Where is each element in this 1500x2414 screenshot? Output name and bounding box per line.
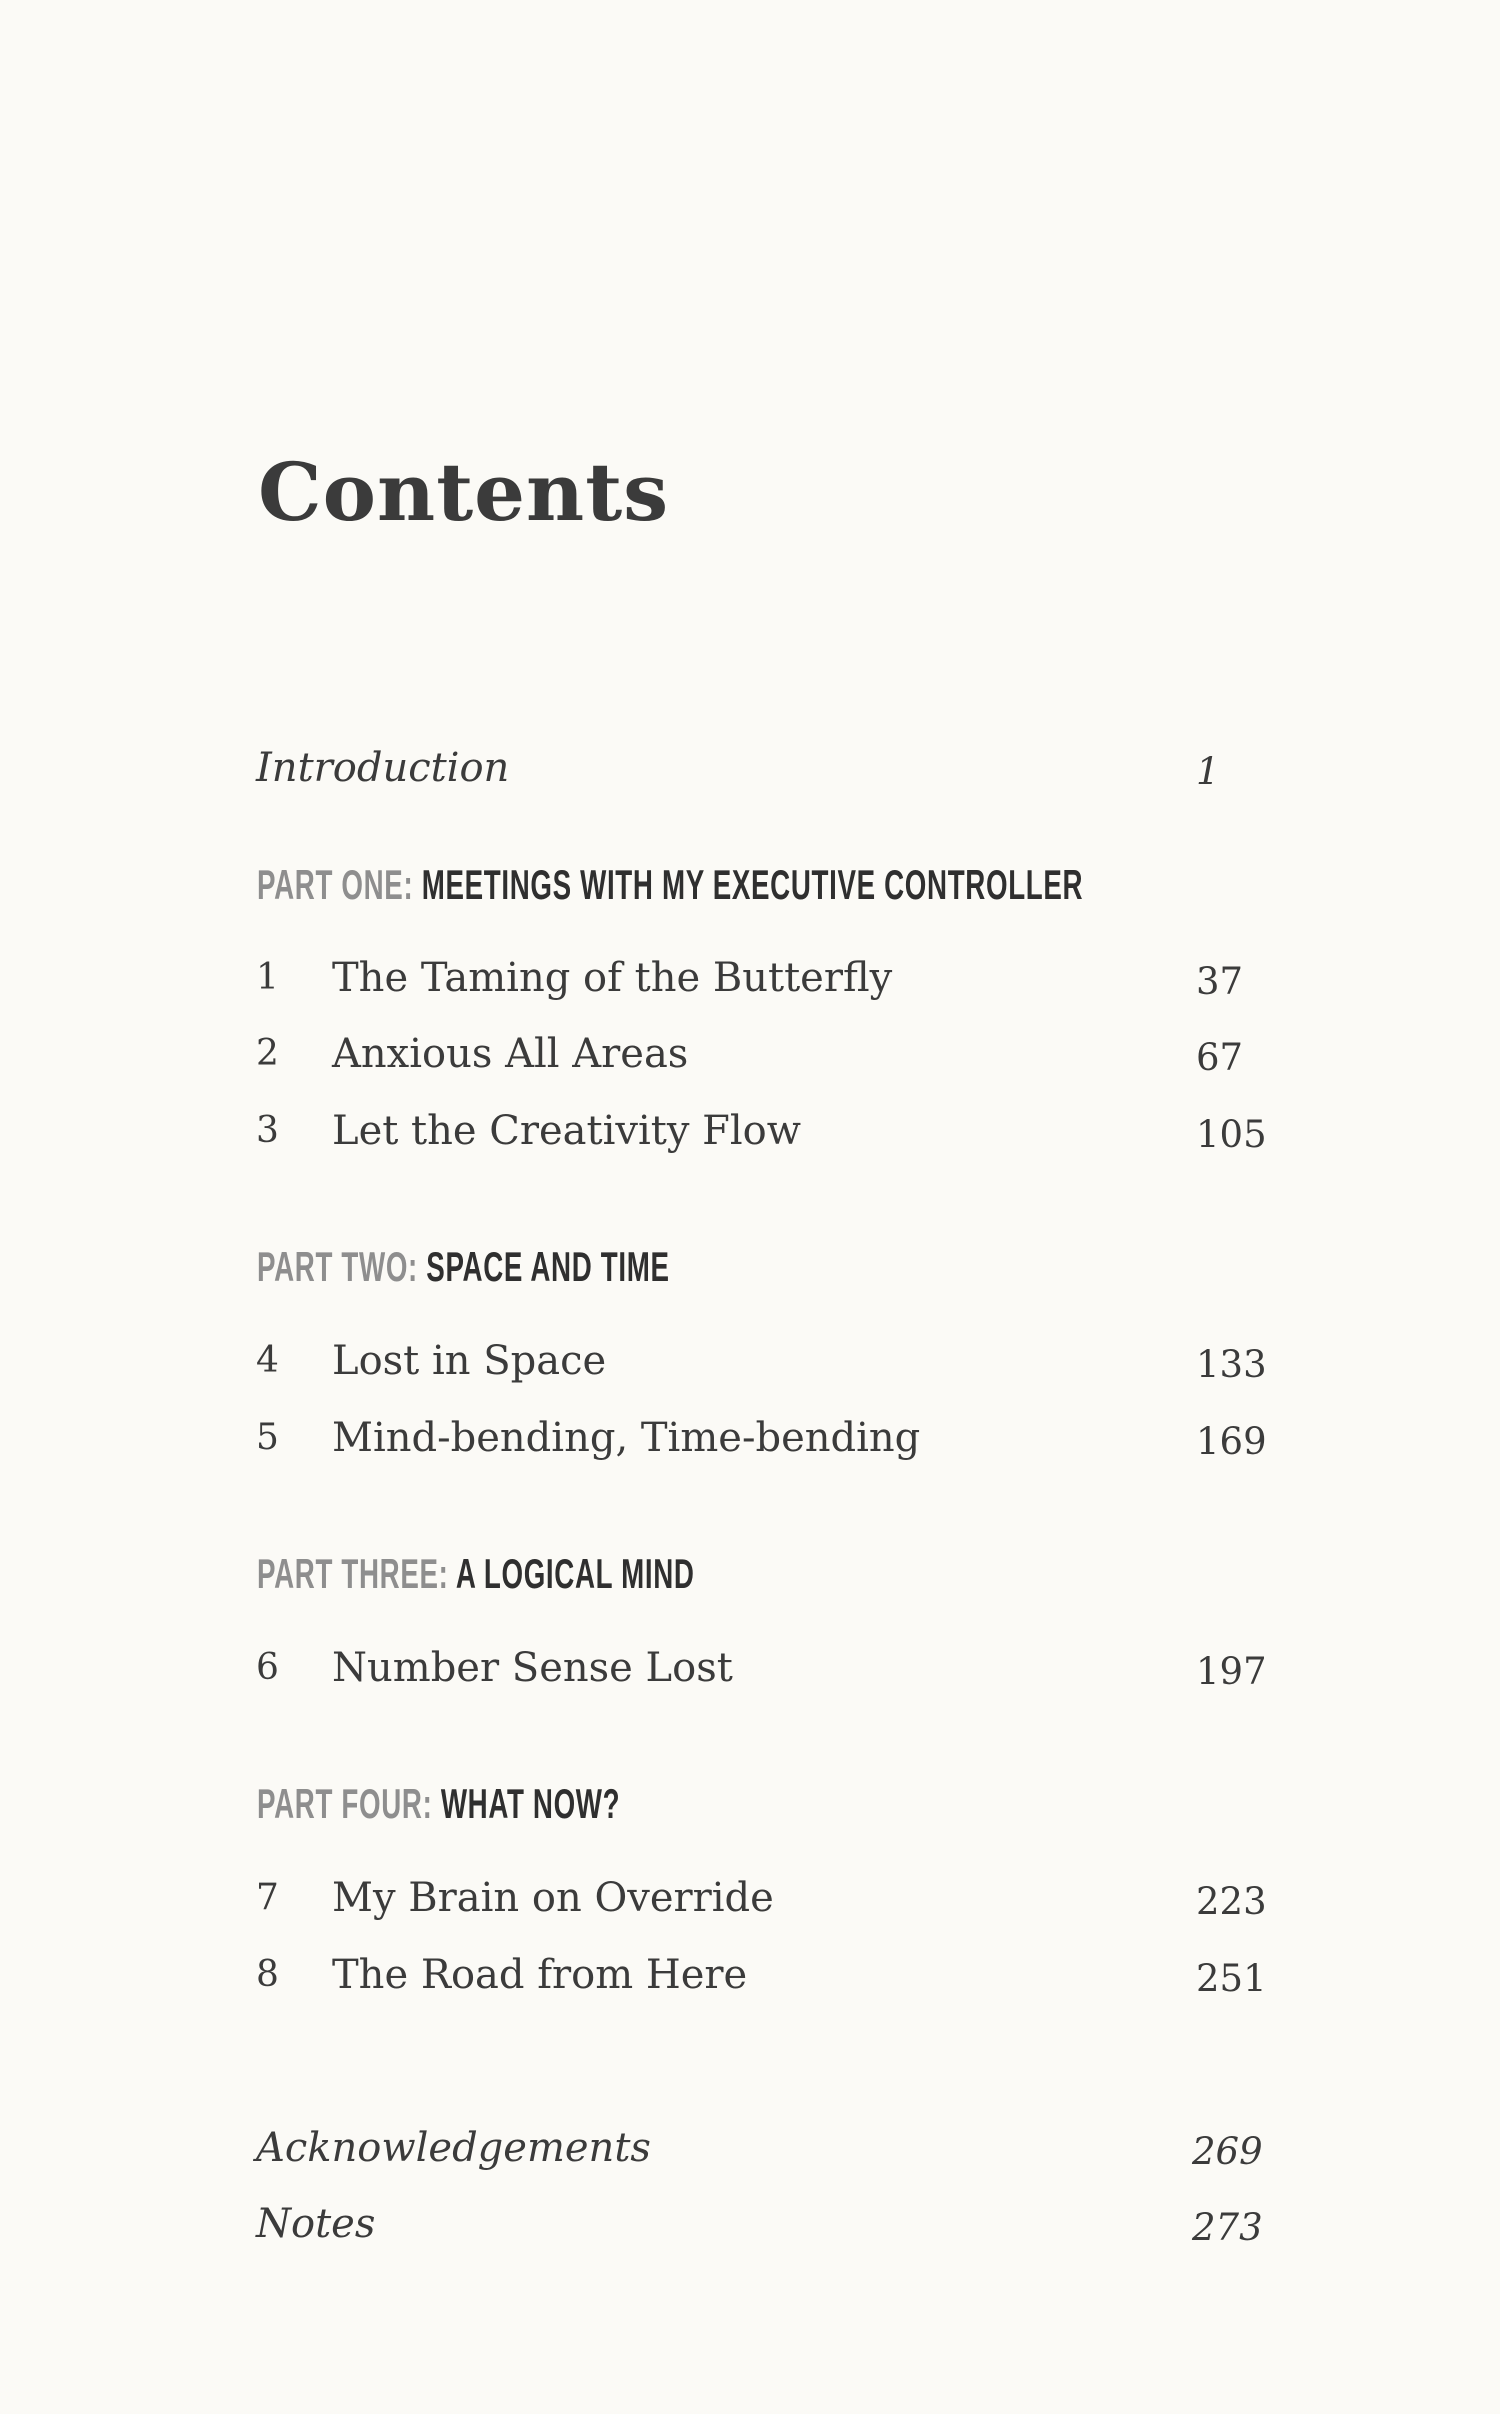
chapter-title: Let the Creativity Flow xyxy=(332,1108,802,1154)
chapter-number: 1 xyxy=(256,957,279,998)
toc-entry-chapter[interactable] xyxy=(256,1024,1266,1084)
chapter-page: 67 xyxy=(1196,1036,1244,1079)
toc-entry-notes[interactable] xyxy=(256,2194,1266,2254)
page-title: Contents xyxy=(258,445,670,539)
part-heading-three xyxy=(257,1550,695,1597)
chapter-number: 2 xyxy=(256,1033,279,1074)
chapter-number: 7 xyxy=(256,1877,279,1918)
part-title: A LOGICAL MIND xyxy=(455,1550,695,1597)
chapter-title: The Taming of the Butterfly xyxy=(332,955,893,1001)
chapter-page: 37 xyxy=(1196,960,1244,1003)
toc-entry-label: Acknowledgements xyxy=(256,2125,651,2171)
chapter-title: The Road from Here xyxy=(332,1952,748,1998)
chapter-title: Lost in Space xyxy=(332,1338,607,1384)
chapter-number: 4 xyxy=(256,1340,279,1381)
toc-entry-chapter[interactable] xyxy=(256,1408,1266,1468)
part-heading-one xyxy=(257,861,1084,908)
toc-entry-label: Introduction xyxy=(256,745,510,791)
part-heading-two xyxy=(257,1243,670,1290)
chapter-title: Number Sense Lost xyxy=(332,1645,733,1691)
toc-entry-page: 273 xyxy=(1192,2206,1263,2249)
toc-entry-chapter[interactable] xyxy=(256,948,1266,1008)
toc-entry-chapter[interactable] xyxy=(256,1638,1266,1698)
toc-entry-chapter[interactable] xyxy=(256,1331,1266,1391)
chapter-page: 251 xyxy=(1196,1957,1267,2000)
part-title: WHAT NOW? xyxy=(440,1780,621,1827)
toc-entry-page: 269 xyxy=(1192,2130,1263,2173)
toc-entry-chapter[interactable] xyxy=(256,1101,1266,1161)
part-label: PART ONE: xyxy=(257,861,414,908)
part-label: PART THREE: xyxy=(257,1550,449,1597)
chapter-page: 197 xyxy=(1196,1650,1267,1693)
chapter-page: 105 xyxy=(1196,1113,1267,1156)
part-label: PART TWO: xyxy=(257,1243,418,1290)
toc-entry-label: Notes xyxy=(256,2201,376,2247)
chapter-page: 223 xyxy=(1196,1880,1267,1923)
toc-entry-chapter[interactable] xyxy=(256,1945,1266,2005)
chapter-number: 5 xyxy=(256,1417,279,1458)
chapter-number: 8 xyxy=(256,1954,279,1995)
toc-entry-chapter[interactable] xyxy=(256,1868,1266,1928)
toc-entry-introduction[interactable] xyxy=(256,738,1266,798)
part-heading-four xyxy=(257,1780,621,1827)
chapter-title: Mind-bending, Time-bending xyxy=(332,1415,921,1461)
chapter-number: 6 xyxy=(256,1647,279,1688)
chapter-title: Anxious All Areas xyxy=(332,1031,689,1077)
chapter-page: 133 xyxy=(1196,1343,1267,1386)
toc-entry-acknowledgements[interactable] xyxy=(256,2118,1266,2178)
chapter-page: 169 xyxy=(1196,1420,1267,1463)
toc-entry-page: 1 xyxy=(1196,750,1220,793)
part-title: MEETINGS WITH MY EXECUTIVE CONTROLLER xyxy=(421,861,1084,908)
chapter-title: My Brain on Override xyxy=(332,1875,774,1921)
part-title: SPACE AND TIME xyxy=(426,1243,670,1290)
part-label: PART FOUR: xyxy=(257,1780,433,1827)
chapter-number: 3 xyxy=(256,1110,279,1151)
